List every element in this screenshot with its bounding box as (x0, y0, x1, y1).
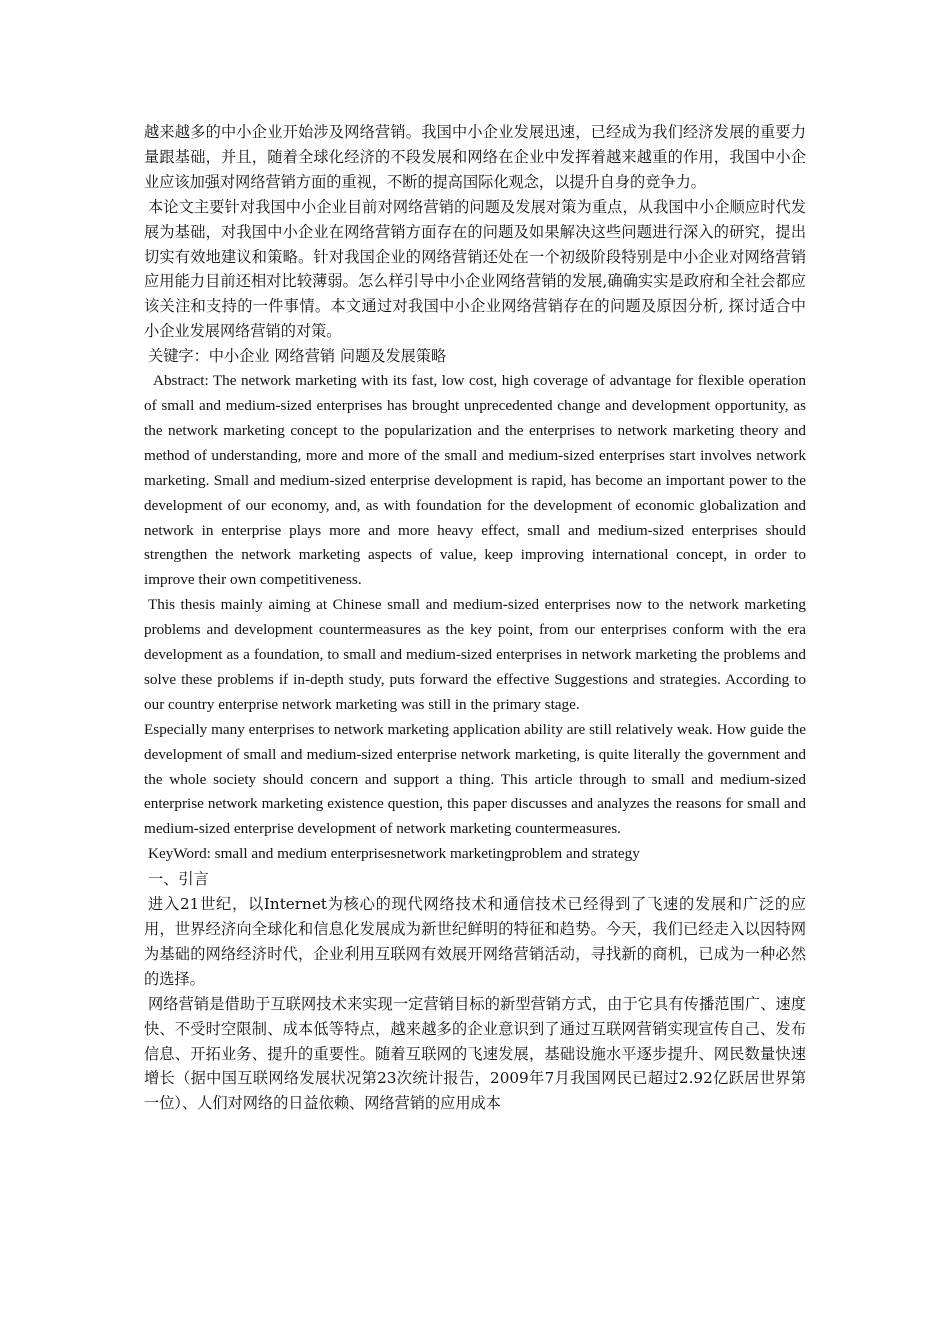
abstract-en: Abstract: The network marketing with its fast, low cost, high coverage of advantage for flexible operation of small and medium-sized enterprises has brought unprecedented change and development opportunity, as the network marketing concept to the popularization and the enterprises to network marketing theory and method of understanding, more and more of the small and medium-sized enterprises start involves network marketing. Small and medium-sized enterprise development is rapid, has become an important power to the development of our economy, and, as with foundation for the development of economic globalization and network in enterprise plays more and more heavy effect, small and medium-sized enterprises should strengthen the network marketing aspects of value, keep improving international concept, in order to improve their own competitiveness. (144, 372, 806, 589)
keywords-cn: 关键字：中小企业 网络营销 问题及发展策略 (148, 347, 447, 366)
thesis-en: This thesis mainly aiming at Chinese small and medium-sized enterprises now to the network marketing problems and development countermeasures as the key point, from our enterprises conform with the era development as a foundation, to small and medium-sized enterprises in network marketing the problems and solve these problems if in-depth study, puts forward the effective Suggestions and strategies. According to our country enterprise network marketing was still in the primary stage. (144, 596, 806, 713)
document-page (144, 120, 806, 1116)
intro-paragraph-1: 进入21世纪，以Internet为核心的现代网络技术和通信技术已经得到了飞速的发展和广泛的应用，世界经济向全球化和信息化发展成为新世纪鲜明的特征和趋势。今天，我们已经走入以因特网为基础的网络经济时代，企业利用互联网有效展开网络营销活动，寻找新的商机，已成为一种必然的选择。 (144, 895, 806, 988)
intro-paragraph-2: 网络营销是借助于互联网技术来实现一定营销目标的新型营销方式，由于它具有传播范围广、速度快、不受时空限制、成本低等特点，越来越多的企业意识到了通过互联网营销实现宣传自己、发布信息、开拓业务、提升的重要性。随着互联网的飞速发展，基础设施水平逐步提升、网民数量快速增长（据中国互联网络发展状况第23次统计报告，2009年7月我国网民已超过2.92亿跃居世界第一位）、人们对网络的日益依赖、网络营销的应用成本 (144, 994, 806, 1113)
section-heading-introduction: 一、引言 (148, 870, 209, 889)
especially-en: Especially many enterprises to network marketing application ability are still relatively weak. How guide the development of small and medium-sized enterprise network marketing, is quite literally the government and the whole society should concern and support a thing. This article through to small and medium-sized enterprise network marketing existence question, this paper discusses and analyzes the reasons for small and medium-sized enterprise development of network marketing countermeasures. (144, 720, 806, 838)
paragraph-thesis-cn: 本论文主要针对我国中小企业目前对网络营销的问题及发展对策为重点，从我国中小企顺应时代发展为基础，对我国中小企业在网络营销方面存在的问题及如果解决这些问题进行深入的研究，提出切实有效地建议和策略。针对我国企业的网络营销还处在一个初级阶段特别是中小企业对网络营销应用能力目前还相对比较薄弱。怎么样引导中小企业网络营销的发展,确确实实是政府和全社会都应该关注和支持的一件事情。本文通过对我国中小企业网络营销存在的问题及原因分析, 探讨适合中小企业发展网络营销的对策。 (144, 197, 806, 341)
paragraph-intro-context: 越来越多的中小企业开始涉及网络营销。我国中小企业发展迅速，已经成为我们经济发展的重要力量跟基础，并且，随着全球化经济的不段发展和网络在企业中发挥着越来越重的作用，我国中小企业应该加强对网络营销方面的重视，不断的提高国际化观念，以提升自身的竞争力。 (144, 123, 806, 191)
keywords-en: KeyWord: small and medium enterprisesnetwork marketingproblem and strategy (148, 845, 640, 863)
